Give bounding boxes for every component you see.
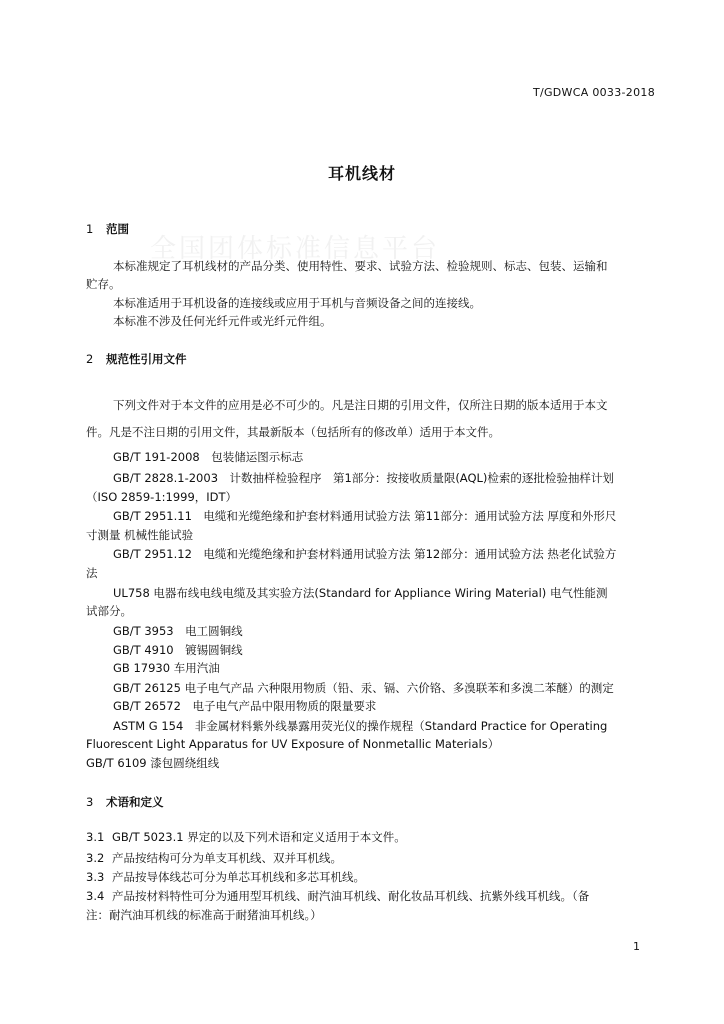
section-number: 1 xyxy=(86,222,94,236)
reference-item: GB/T 26125 电子电气产品 六种限用物质（铅、汞、镉、六价铬、多溴联苯和多溴二苯醚）的测定 xyxy=(113,681,614,695)
reference-item: Fluorescent Light Apparatus for UV Exposure of Nonmetallic Materials） xyxy=(86,737,500,751)
paragraph: 件。凡是不注日期的引用文件，其最新版本（包括所有的修改单）适用于本文件。 xyxy=(86,425,500,439)
section-title: 范围 xyxy=(106,222,129,236)
term-number: 3.3 xyxy=(86,870,105,884)
standard-code: T/GDWCA 0033-2018 xyxy=(532,86,655,99)
section-number: 2 xyxy=(86,352,94,366)
term-item xyxy=(86,829,656,845)
term-item xyxy=(86,850,656,866)
reference-item: GB/T 2951.12 电缆和光缆绝缘和护套材料通用试验方法 第12部分：通用试验方法 热老化试验方 xyxy=(113,547,617,561)
term-number: 3.1 xyxy=(86,830,105,844)
reference-item: 法 xyxy=(86,566,98,580)
section-heading-references xyxy=(86,351,656,367)
watermark: 全国团体标准信息平台 xyxy=(150,234,441,264)
paragraph: 下列文件对于本文件的应用是必不可少的。凡是注日期的引用文件，仅所注日期的版本适用于本文 xyxy=(113,398,608,412)
term-text: GB/T 5023.1 界定的以及下列术语和定义适用于本文件。 xyxy=(112,830,406,844)
term-number: 3.2 xyxy=(86,851,105,865)
paragraph: 本标准不涉及任何光纤元件或光纤元件组。 xyxy=(113,314,332,328)
reference-item: GB 17930 车用汽油 xyxy=(113,661,220,675)
term-item xyxy=(86,888,656,904)
section-heading-scope xyxy=(86,221,656,237)
paragraph: 贮存。 xyxy=(86,277,121,291)
reference-item: 寸测量 机械性能试验 xyxy=(86,528,194,542)
document-title: 耳机线材 xyxy=(327,164,396,183)
term-text: 产品按结构可分为单支耳机线、双并耳机线。 xyxy=(112,851,342,865)
reference-item: （ISO 2859-1:1999，IDT） xyxy=(86,490,238,504)
term-text: 产品按导体线芯可分为单芯耳机线和多芯耳机线。 xyxy=(112,870,365,884)
paragraph: 本标准适用于耳机设备的连接线或应用于耳机与音频设备之间的连接线。 xyxy=(113,296,481,310)
page-number: 1 xyxy=(633,940,640,953)
reference-item: GB/T 6109 漆包圆绕组线 xyxy=(86,756,220,770)
reference-item: 试部分。 xyxy=(86,604,132,618)
reference-item: GB/T 4910 镀锡圆铜线 xyxy=(113,643,243,657)
term-item xyxy=(86,869,656,885)
section-number: 3 xyxy=(86,795,94,809)
reference-item: GB/T 2951.11 电缆和光缆绝缘和护套材料通用试验方法 第11部分：通用试验方法 厚度和外形尺 xyxy=(113,509,617,523)
section-title: 规范性引用文件 xyxy=(106,352,187,366)
reference-item: GB/T 191-2008 包装储运图示标志 xyxy=(113,450,304,464)
section-title: 术语和定义 xyxy=(106,795,164,809)
paragraph: 本标准规定了耳机线材的产品分类、使用特性、要求、试验方法、检验规则、标志、包装、运输和 xyxy=(113,259,608,273)
reference-item: GB/T 2828.1-2003 计数抽样检验程序 第1部分：按接收质量限(AQL)检索的逐批检验抽样计划 xyxy=(113,471,614,485)
section-heading-terms xyxy=(86,794,656,810)
reference-item: GB/T 3953 电工圆铜线 xyxy=(113,624,243,638)
reference-item: ASTM G 154 非金属材料紫外线暴露用荧光仪的操作规程（Standard Practice for Operating xyxy=(113,719,608,733)
term-item-continuation: 注：耐汽油耳机线的标准高于耐猪油耳机线。） xyxy=(86,908,322,922)
reference-item: GB/T 26572 电子电气产品中限用物质的限量要求 xyxy=(113,699,377,713)
reference-item: UL758 电器布线电线电缆及其实验方法(Standard for Appliance Wiring Material) 电气性能测 xyxy=(113,586,608,600)
term-text: 产品按材料特性可分为通用型耳机线、耐汽油耳机线、耐化妆品耳机线、抗紫外线耳机线。（备 xyxy=(112,889,590,903)
term-number: 3.4 xyxy=(86,889,105,903)
